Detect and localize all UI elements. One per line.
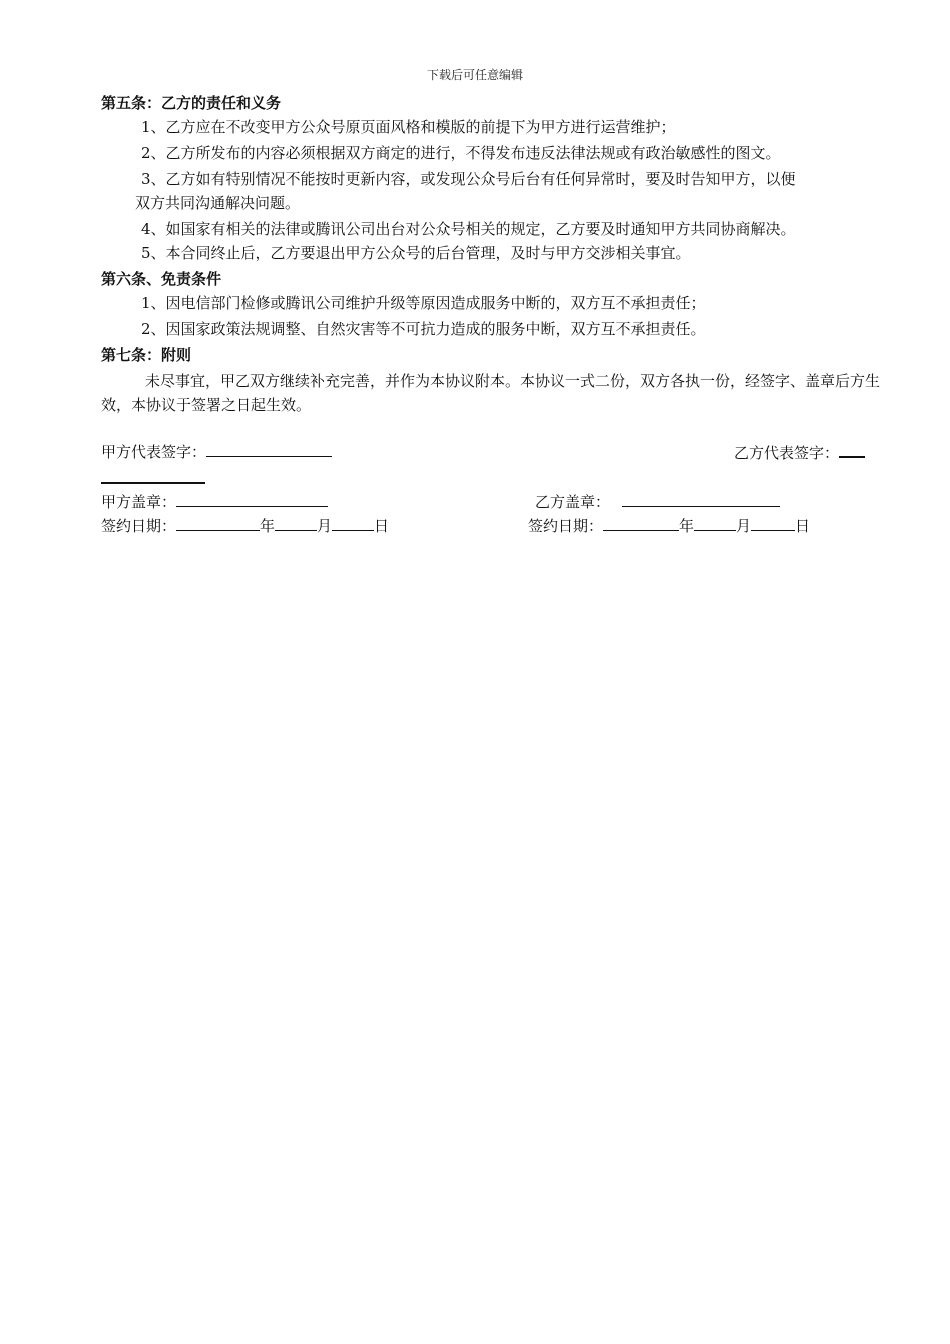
contract-body: [101, 91, 891, 417]
party-b-year-label: 年: [679, 517, 695, 535]
party-b-date-label: 签约日期：: [528, 517, 604, 535]
party-b-sign-row: [734, 440, 865, 464]
section-5-item-5: 5、本合同终止后，乙方要退出甲方公众号的后台管理，及时与甲方交涉相关事宜。: [141, 244, 691, 262]
party-a-day-line[interactable]: [332, 514, 374, 531]
section-5-item-4: 4、如国家有相关的法律或腾讯公司出台对公众号相关的规定，乙方要及时通知甲方共同协商解决。: [141, 220, 796, 238]
party-a-month-line[interactable]: [275, 514, 317, 531]
section-5-item-3: 3、乙方如有特别情况不能按时更新内容，或发现公众号后台有任何异常时，要及时告知甲方，以便: [141, 170, 796, 188]
party-b-seal-line[interactable]: [622, 490, 780, 507]
party-a-day-label: 日: [374, 517, 390, 535]
party-b-day-line[interactable]: [751, 514, 795, 531]
section-6-item-1: 1、因电信部门检修或腾讯公司维护升级等原因造成服务中断的，双方互不承担责任；: [141, 294, 706, 312]
party-a-year-label: 年: [260, 517, 276, 535]
party-b-month-label: 月: [736, 517, 752, 535]
party-a-sign-label: 甲方代表签字：: [101, 443, 207, 461]
party-b-month-line[interactable]: [694, 514, 736, 531]
party-a-date-label: 签约日期：: [101, 517, 177, 535]
party-a-seal-label: 甲方盖章：: [101, 493, 177, 511]
section-5-item-1: 1、乙方应在不改变甲方公众号原页面风格和模版的前提下为甲方进行运营维护；: [141, 118, 676, 136]
party-b-seal-row: [535, 490, 780, 513]
party-b-sign-line-cont[interactable]: [101, 466, 205, 484]
section-5-title: 第五条：乙方的责任和义务: [101, 94, 282, 112]
party-b-year-line[interactable]: [603, 514, 679, 531]
party-b-date-row: [528, 514, 810, 537]
section-5-item-3-cont: 双方共同沟通解决问题。: [135, 194, 301, 212]
page-header: 下载后可任意编辑: [426, 68, 523, 82]
party-b-sign-line-cont-row: [101, 466, 205, 490]
party-b-sign-label: 乙方代表签字：: [734, 444, 840, 462]
party-b-seal-label: 乙方盖章：: [535, 493, 611, 511]
party-a-sign-row: [101, 440, 332, 463]
party-a-sign-line[interactable]: [206, 440, 332, 457]
section-7-title: 第七条：附则: [101, 346, 192, 364]
party-a-seal-row: [101, 490, 328, 513]
section-7-paragraph: 未尽事宜，甲乙双方继续补充完善，并作为本协议附本。本协议一式二份，双方各执一份，经签字、盖章后方生效，本协议于签署之日起生效。: [101, 372, 881, 414]
party-a-month-label: 月: [317, 517, 333, 535]
party-b-day-label: 日: [795, 517, 811, 535]
section-6-item-2: 2、因国家政策法规调整、自然灾害等不可抗力造成的服务中断，双方互不承担责任。: [141, 320, 706, 338]
party-b-sign-line[interactable]: [839, 440, 865, 458]
section-5-item-2: 2、乙方所发布的内容必须根据双方商定的进行，不得发布违反法律法规或有政治敏感性的图文。: [141, 144, 781, 162]
party-a-seal-line[interactable]: [176, 490, 328, 507]
party-a-date-row: [101, 514, 389, 537]
party-a-year-line[interactable]: [176, 514, 260, 531]
section-6-title: 第六条、免责条件: [101, 270, 222, 288]
